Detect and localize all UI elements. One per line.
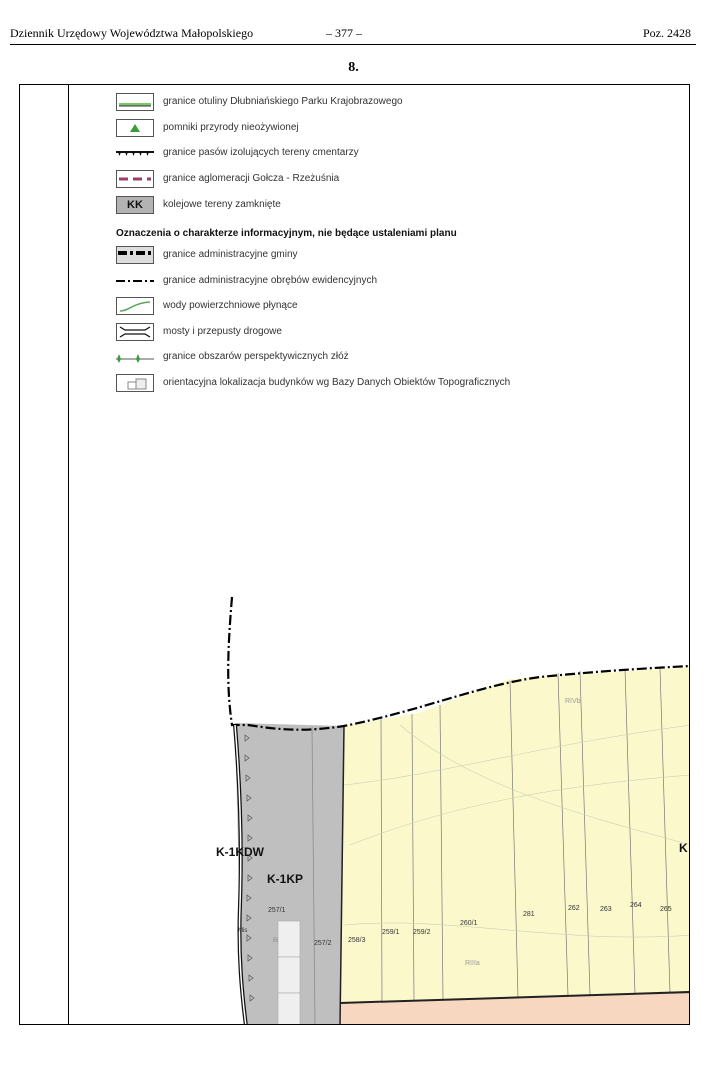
kk-symbol-icon: KK [116, 196, 154, 214]
plan-map [20, 85, 690, 1025]
legend-label: orientacyjna lokalizacja budynków wg Bazy Danych Obiektów Topograficznych [163, 377, 511, 388]
fragment-label: Bi [273, 938, 279, 944]
journal-page: – 377 – [326, 26, 362, 40]
rail-label: K-1KP [267, 872, 304, 886]
legend-label: granice otuliny Dłubniańskiego Parku Krajobrazowego [163, 96, 403, 107]
parcel-label: 259/1 [382, 929, 400, 936]
legend-label: granice obszarów perspektywicznych złóż [163, 351, 349, 362]
header-rule [10, 44, 696, 45]
parcel-label: 257/1 [268, 907, 286, 914]
legend-label: kolejowe tereny zamknięte [163, 199, 281, 210]
parcel-label: 260/1 [460, 920, 478, 927]
legend-label: granice administracyjne gminy [163, 249, 298, 260]
legend-label: pomniki przyrody nieożywionej [163, 122, 299, 133]
legend-label: granice pasów izolujących tereny cmentarzy [163, 147, 359, 158]
edge-label: K [679, 841, 688, 855]
parcel-label: 262 [568, 905, 580, 912]
legend-label: mosty i przepusty drogowe [163, 326, 282, 337]
journal-title: Dziennik Urzędowy Województwa Małopolskiego [10, 26, 254, 40]
parcel-label: 265 [660, 906, 672, 913]
parcel-label: 257/2 [314, 940, 332, 947]
parcel-label: 259/2 [413, 929, 431, 936]
legend-info-heading: Oznaczenia o charakterze informacyjnym, nie będące ustaleniami planu [116, 228, 457, 239]
parcel-label: 263 [600, 906, 612, 913]
content-frame [19, 84, 690, 1025]
legend-label: wody powierzchniowe płynące [163, 300, 298, 311]
page-number: 8. [348, 60, 359, 75]
fragment-label: Mis [238, 928, 248, 934]
agricultural-zone [340, 667, 690, 1003]
parcel-label: 258/3 [348, 937, 366, 944]
soil-label: RIVb [565, 698, 581, 705]
journal-position: Poz. 2428 [643, 26, 691, 40]
parcel-label: 264 [630, 902, 642, 909]
legend-label: granice administracyjne obrębów ewidencyjnych [163, 275, 377, 286]
soil-label: RIIIa [465, 960, 480, 967]
legend-label: granice aglomeracji Gołcza - Rzeżuśnia [163, 173, 340, 184]
building-group [278, 921, 300, 1025]
parcel-label: 281 [523, 911, 535, 918]
road-label: K-1KDW [216, 845, 264, 859]
